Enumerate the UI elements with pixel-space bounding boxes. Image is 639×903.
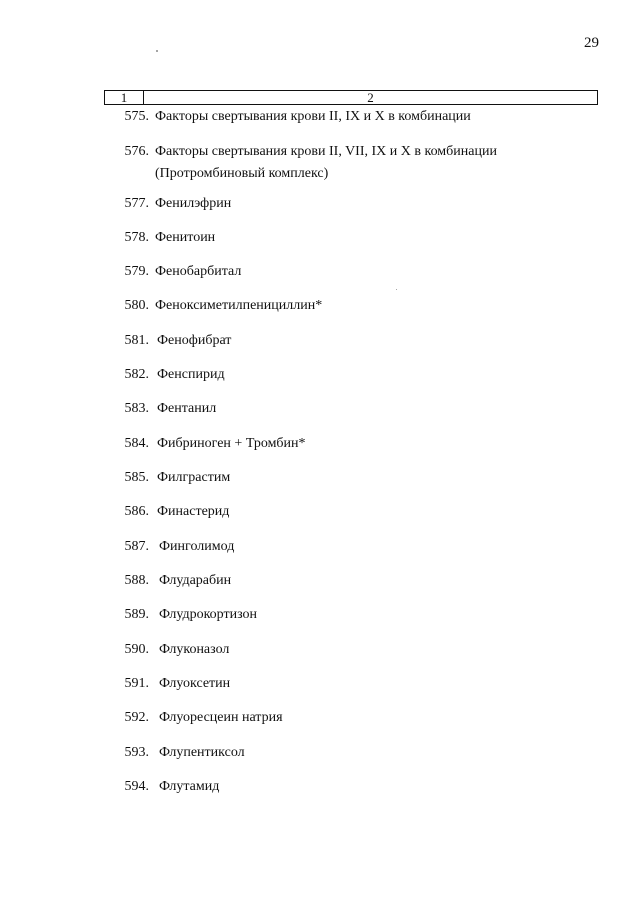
list-item-number: 576. xyxy=(124,144,149,159)
list-item-name: Финголимод xyxy=(159,539,235,554)
list-item-name: Филграстим xyxy=(157,470,231,485)
list-item-name: Фентанил xyxy=(157,401,217,416)
list-item-name: Флуконазол xyxy=(159,642,230,657)
list-item xyxy=(109,742,599,764)
list-item xyxy=(109,776,599,798)
list-item-number: 580. xyxy=(124,298,149,313)
list-item-number: 587. xyxy=(124,539,149,554)
list-item-name: Фенобарбитал xyxy=(155,264,242,279)
list-item xyxy=(109,501,597,523)
list-item-number: 578. xyxy=(124,230,149,245)
list-item xyxy=(109,261,595,283)
list-item-number: 593. xyxy=(124,745,149,760)
scan-speck xyxy=(156,50,158,52)
list-item-number: 589. xyxy=(124,607,149,622)
list-item-name: Феноксиметилпенициллин* xyxy=(155,298,323,313)
list-item-number: 575. xyxy=(124,109,149,124)
list-item-number: 581. xyxy=(124,333,149,348)
list-item-number: 577. xyxy=(124,196,149,211)
list-item-name: Финастерид xyxy=(157,504,230,519)
list-item-number: 586. xyxy=(124,504,149,519)
list-item-name: Факторы свертывания крови II, IX и X в комбинации xyxy=(155,109,471,124)
list-item xyxy=(109,227,595,249)
list-item-number: 592. xyxy=(124,710,149,725)
list-item xyxy=(109,536,599,558)
list-item-number: 591. xyxy=(124,676,149,691)
list-item xyxy=(109,364,597,386)
table-header-col-1: 1 xyxy=(105,91,144,104)
list-item-name: Флутамид xyxy=(159,779,220,794)
list-item-number: 584. xyxy=(124,436,149,451)
list-item-number: 583. xyxy=(124,401,149,416)
list-item-name: Флуоксетин xyxy=(159,676,231,691)
list-item xyxy=(109,604,599,626)
list-item xyxy=(109,330,597,352)
list-item xyxy=(109,673,599,695)
list-item-name: Фенспирид xyxy=(157,367,225,382)
list-item xyxy=(109,570,599,592)
list-item-name: Фенофибрат xyxy=(157,333,232,348)
list-item-number: 588. xyxy=(124,573,149,588)
list-item-name: Флударабин xyxy=(159,573,232,588)
page-number: 29 xyxy=(584,35,599,51)
list-item xyxy=(109,106,595,128)
list-item xyxy=(109,433,597,455)
list-item xyxy=(109,707,599,729)
list-item-name: Фибриноген + Тромбин* xyxy=(157,436,306,451)
list-item-number: 579. xyxy=(124,264,149,279)
list-item xyxy=(109,295,595,317)
list-item xyxy=(109,467,597,489)
list-item xyxy=(109,193,595,215)
table-header-col-2: 2 xyxy=(367,90,374,105)
list-item-name: Фенилэфрин xyxy=(155,196,232,211)
list-item xyxy=(109,398,597,420)
list-item-number: 590. xyxy=(124,642,149,657)
list-item-name: Факторы свертывания крови II, VII, IX и X в комбинации (Протромбиновый комплекс) xyxy=(155,144,497,181)
list-item-name: Фенитоин xyxy=(155,230,216,245)
list-item-number: 582. xyxy=(124,367,149,382)
list-item-number: 594. xyxy=(124,779,149,794)
table-header xyxy=(104,90,598,105)
list-item xyxy=(109,639,599,661)
list-item-name: Флудрокортизон xyxy=(159,607,258,622)
scan-speck xyxy=(396,289,397,290)
list-item-number: 585. xyxy=(124,470,149,485)
list-item xyxy=(109,141,585,185)
list-item-name: Флуоресцеин натрия xyxy=(159,710,283,725)
list-item-name: Флупентиксол xyxy=(159,745,245,760)
